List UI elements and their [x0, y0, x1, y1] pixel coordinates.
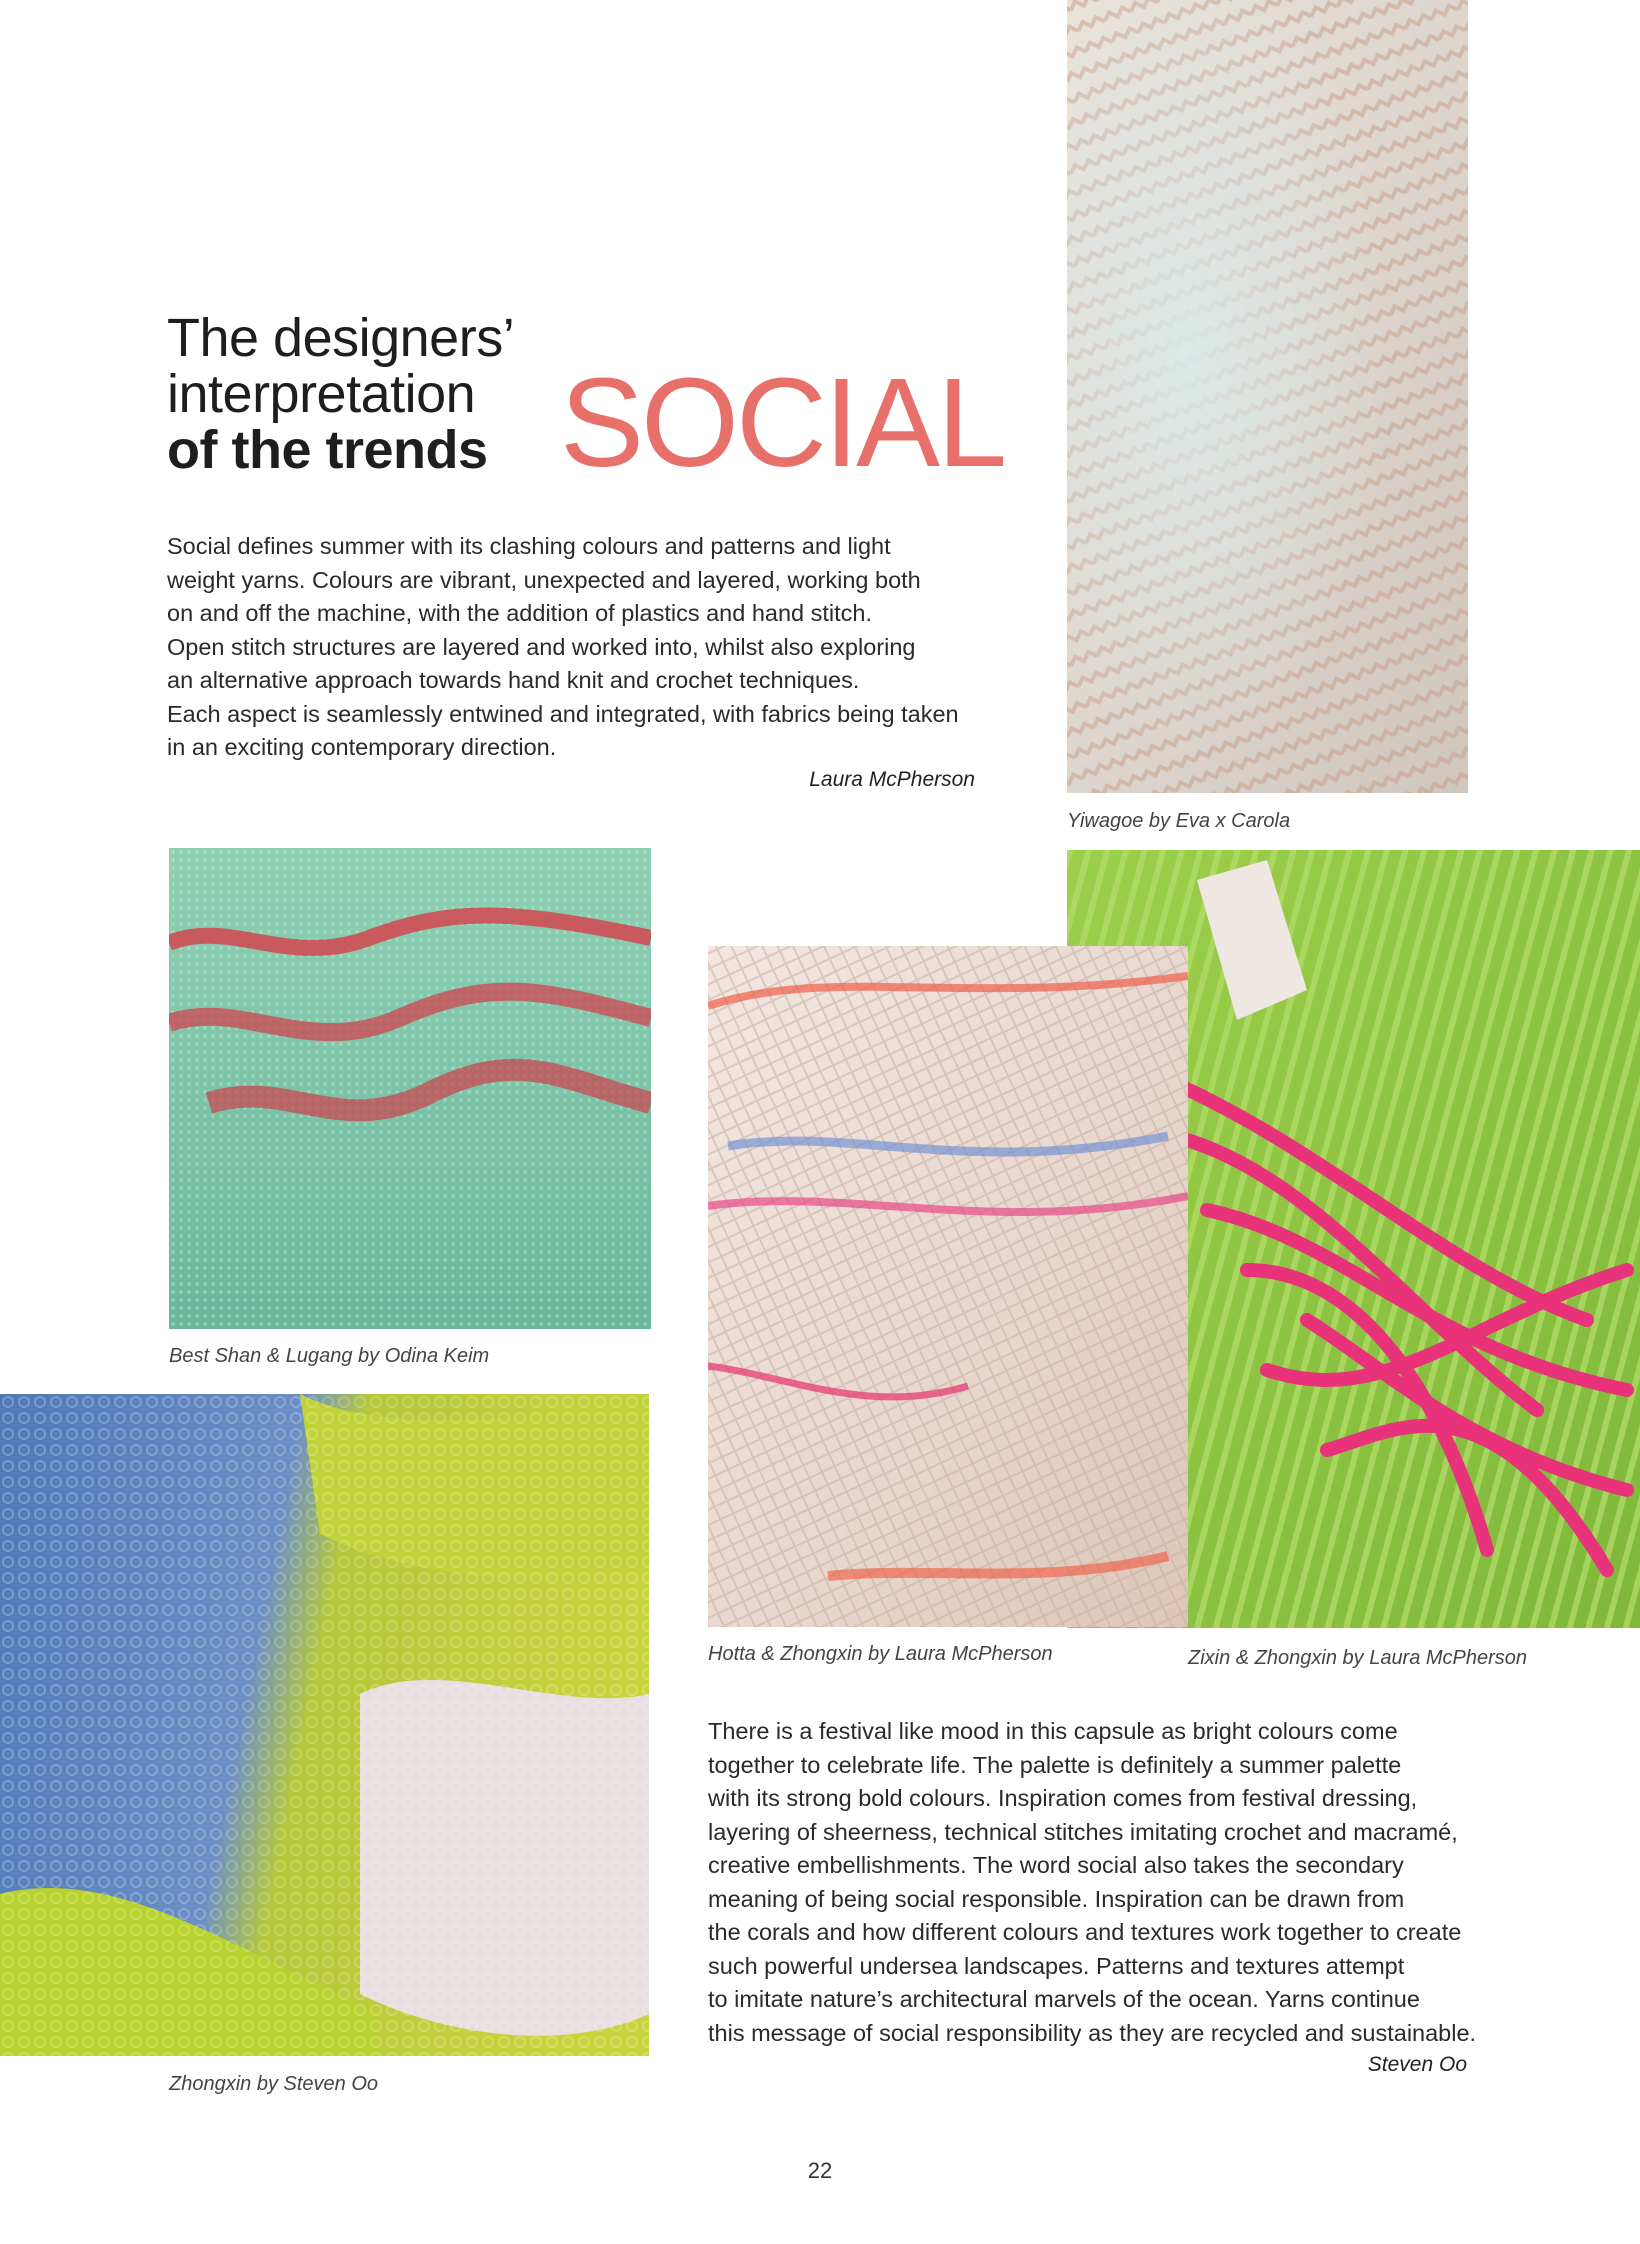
body-paragraph [708, 1715, 1478, 2050]
intro-line: on and off the machine, with the addition of plastics and hand stitch. [167, 600, 873, 626]
body-line: to imitate nature’s architectural marvels of the ocean. Yarns continue [708, 1986, 1420, 2012]
body-line: such powerful undersea landscapes. Patterns and textures attempt [708, 1952, 1405, 1979]
body-line: this message of social responsibility as they are recycled and sustainable. [708, 2019, 1477, 2046]
intro-line: Social defines summer with its clashing colours and patterns and light [167, 533, 891, 559]
intro-author: Laura McPherson [809, 768, 975, 791]
photo-hotta [708, 946, 1188, 1627]
body-author: Steven Oo [1367, 2053, 1467, 2076]
caption-hotta: Hotta & Zhongxin by Laura McPherson [708, 1643, 1053, 1665]
photo-yiwagoe [1067, 0, 1468, 793]
trend-title: SOCIAL [560, 352, 1005, 493]
intro-paragraph [167, 530, 1007, 765]
intro-line: an alternative approach towards hand knit and crochet techniques. [167, 667, 860, 693]
body-line: together to celebrate life. The palette is definitely a summer palette [708, 1751, 1402, 1778]
body-line: There is a festival like mood in this capsule as bright colours come [708, 1718, 1398, 1744]
photo-best-shan [169, 848, 651, 1329]
page-heading [167, 310, 514, 478]
body-line: meaning of being social responsible. Inspiration can be drawn from [708, 1885, 1405, 1912]
body-line: with its strong bold colours. Inspiration comes from festival dressing, [708, 1785, 1418, 1811]
intro-line: weight yarns. Colours are vibrant, unexpected and layered, working both [167, 566, 921, 593]
page-number: 22 [807, 2158, 833, 2183]
caption-yiwagoe: Yiwagoe by Eva x Carola [1067, 810, 1291, 832]
body-line: layering of sheerness, technical stitches imitating crochet and macramé, [708, 1818, 1458, 1845]
heading-line-2: interpretation [167, 364, 476, 424]
photo-zhongxin [0, 1394, 649, 2056]
body-line: the corals and how different colours and textures work together to create [708, 1919, 1462, 1945]
intro-line: in an exciting contemporary direction. [167, 734, 557, 760]
heading-line-1: The designers’ [167, 308, 515, 368]
caption-zixin: Zixin & Zhongxin by Laura McPherson [1188, 1647, 1528, 1669]
caption-best-shan: Best Shan & Lugang by Odina Keim [169, 1345, 490, 1367]
body-line: creative embellishments. The word social also takes the secondary [708, 1852, 1404, 1878]
heading-line-3: of the trends [167, 420, 488, 480]
intro-line: Open stitch structures are layered and worked into, whilst also exploring [167, 633, 916, 660]
caption-zhongxin: Zhongxin by Steven Oo [169, 2073, 379, 2095]
intro-line: Each aspect is seamlessly entwined and integrated, with fabrics being taken [167, 700, 959, 727]
